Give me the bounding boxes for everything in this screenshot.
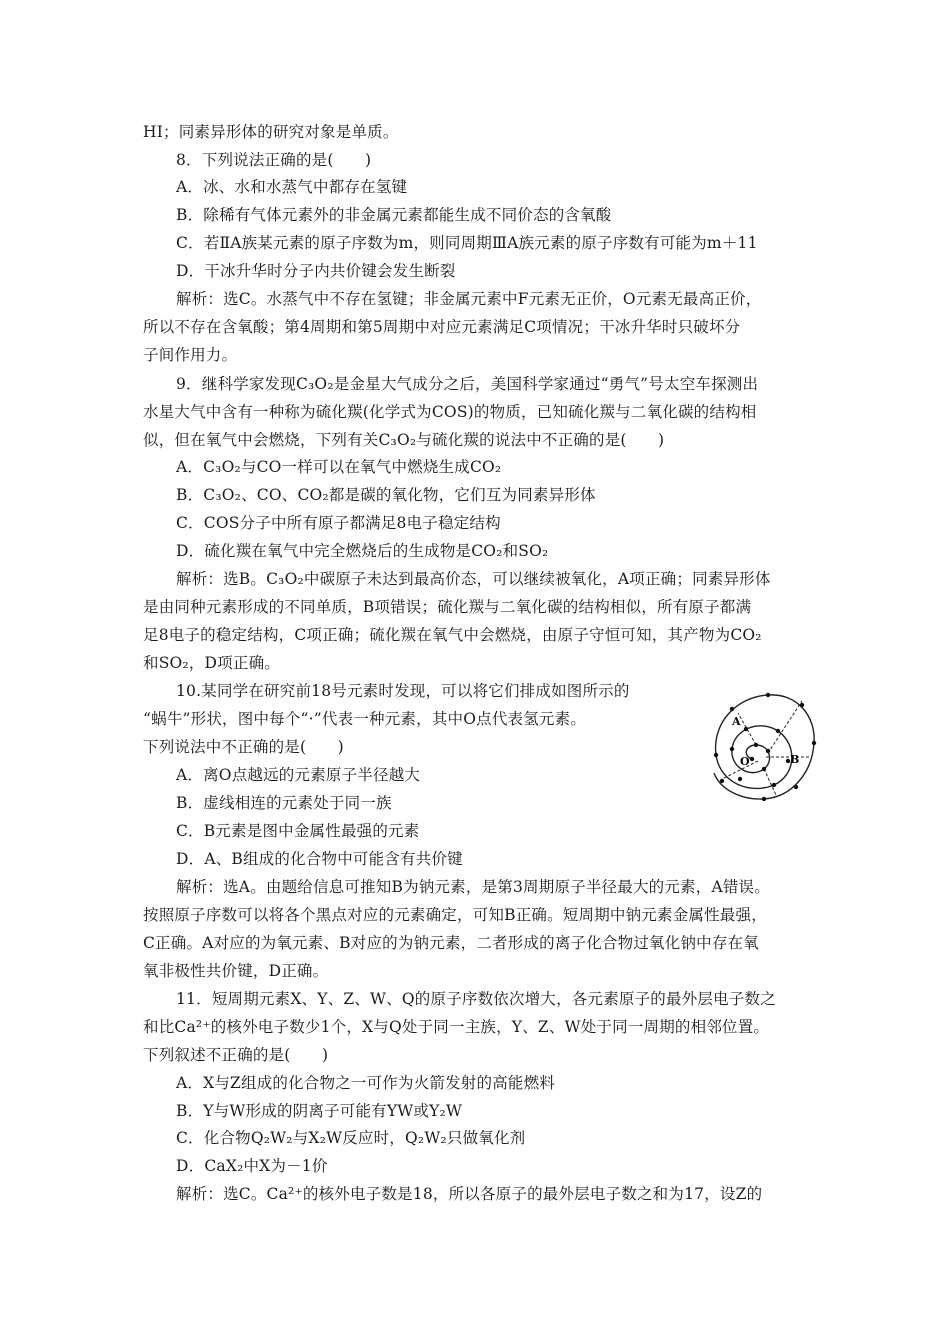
question-9-option-a: A．C₃O₂与CO一样可以在氧气中燃烧生成CO₂ bbox=[176, 458, 502, 476]
question-8-option-d: D．干冰升华时分子内共价键会发生断裂 bbox=[176, 262, 456, 280]
question-10-option-d: D．A、B组成的化合物中可能含有共价键 bbox=[176, 850, 463, 868]
question-10-option-a: A．离O点越远的元素原子半径越大 bbox=[176, 766, 421, 784]
question-11-option-d: D．CaX₂中X为－1价 bbox=[176, 1157, 328, 1175]
text-line: 氧非极性共价键，D正确。 bbox=[143, 962, 329, 980]
text-line: 是由同种元素形成的不同单质，B项错误；硫化羰与二氧化碳的结构相似，所有原子都满 bbox=[143, 598, 752, 616]
text-line: HI；同素异形体的研究对象是单质。 bbox=[143, 123, 399, 141]
snail-periodic-diagram bbox=[710, 683, 822, 801]
question-9-option-d: D．硫化羰在氧气中完全燃烧后的生成物是CO₂和SO₂ bbox=[176, 542, 549, 560]
text-line: 按照原子序数可以将各个黑点对应的元素确定，可知B正确。短周期中钠元素金属性最强， bbox=[143, 906, 767, 924]
question-9-analysis: 解析：选B。C₃O₂中碳原子未达到最高价态，可以继续被氧化，A项正确；同素异形体 bbox=[176, 570, 771, 588]
text-line: 足8电子的稳定结构，C项正确；硫化羰在氧气中会燃烧，由原子守恒可知，其产物为CO₂ bbox=[143, 626, 762, 644]
question-8-option-b: B．除稀有气体元素外的非金属元素都能生成不同价态的含氧酸 bbox=[176, 206, 612, 224]
text-line: 和SO₂，D项正确。 bbox=[143, 654, 280, 672]
text-line: C正确。A对应的为氧元素、B对应的为钠元素，二者形成的离子化合物过氧化钠中存在氧 bbox=[143, 934, 759, 952]
label-b: B bbox=[790, 753, 800, 766]
text-line: 似，但在氧气中会燃烧，下列有关C₃O₂与硫化羰的说法中不正确的是( ) bbox=[143, 431, 665, 449]
question-10-stem: 10.某同学在研究前18号元素时发现，可以将它们排成如图所示的 bbox=[176, 682, 630, 700]
question-10-analysis: 解析：选A。由题给信息可推知B为钠元素，是第3周期原子半径最大的元素，A错误。 bbox=[176, 878, 770, 896]
text-line: “蜗牛”形状，图中每个“·”代表一种元素，其中O点代表氢元素。 bbox=[143, 710, 587, 728]
text-line: 和比Ca²⁺的核外电子数少1个，X与Q处于同一主族，Y、Z、W处于同一周期的相邻位置。 bbox=[143, 1018, 770, 1036]
question-8-stem: 8．下列说法正确的是( ) bbox=[176, 151, 372, 169]
question-9-option-c: C．COS分子中所有原子都满足8电子稳定结构 bbox=[176, 514, 501, 532]
question-11-stem: 11．短周期元素X、Y、Z、W、Q的原子序数依次增大，各元素原子的最外层电子数之 bbox=[176, 990, 776, 1008]
question-10-option-b: B．虚线相连的元素处于同一族 bbox=[176, 794, 392, 812]
question-8-analysis: 解析：选C。水蒸气中不存在氢键；非金属元素中F元素无正价，O元素无最高正价， bbox=[176, 290, 762, 308]
question-11-analysis: 解析：选C。Ca²⁺的核外电子数是18，所以各原子的最外层电子数之和为17，设Z的 bbox=[176, 1185, 763, 1203]
question-11-option-b: B．Y与W形成的阴离子可能有YW或Y₂W bbox=[176, 1102, 463, 1120]
question-9-option-b: B．C₃O₂、CO、CO₂都是碳的氧化物，它们互为同素异形体 bbox=[176, 486, 596, 504]
text-line: 所以不存在含氧酸；第4周期和第5周期中对应元素满足C项情况；干冰升华时只破坏分 bbox=[143, 318, 741, 336]
text-line: 子间作用力。 bbox=[143, 346, 238, 364]
text-line: 下列叙述不正确的是( ) bbox=[143, 1046, 329, 1064]
question-8-option-a: A．冰、水和水蒸气中都存在氢键 bbox=[176, 178, 408, 196]
question-8-option-c: C．若ⅡA族某元素的原子序数为m，则同周期ⅢA族元素的原子序数有可能为m＋11 bbox=[176, 234, 758, 252]
spiral-path bbox=[714, 695, 814, 799]
text-line: 水星大气中含有一种称为硫化羰(化学式为COS)的物质，已知硫化羰与二氧化碳的结构相 bbox=[143, 403, 757, 421]
question-10-option-c: C．B元素是图中金属性最强的元素 bbox=[176, 822, 420, 840]
question-9-stem: 9．继科学家发现C₃O₂是金星大气成分之后，美国科学家通过“勇气”号太空车探测出 bbox=[176, 375, 759, 393]
question-11-option-c: C．化合物Q₂W₂与X₂W反应时，Q₂W₂只做氧化剂 bbox=[176, 1129, 526, 1147]
question-11-option-a: A．X与Z组成的化合物之一可作为火箭发射的高能燃料 bbox=[176, 1074, 555, 1092]
text-line: 下列说法中不正确的是( ) bbox=[143, 738, 344, 756]
label-o: O bbox=[740, 755, 750, 768]
label-a: A bbox=[732, 715, 741, 728]
